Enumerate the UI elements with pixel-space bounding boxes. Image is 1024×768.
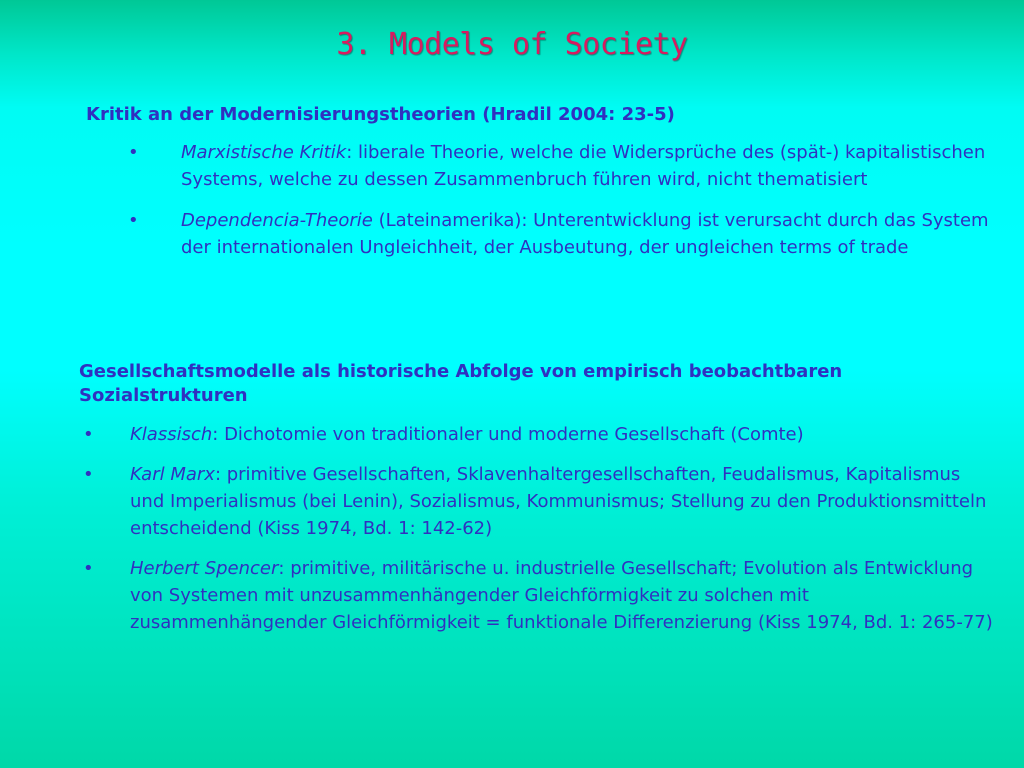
list-item bbox=[86, 139, 1006, 193]
item-text: : primitive Gesellschaften, Sklavenhaltergesellschaften, Feudalismus, Kapitalismus und Imperialismus (bei Lenin), Sozialismus, Kommunismus; Stellung zu den Produktionsmitteln entscheidend (Kiss 1974, Bd. 1: 142-62) bbox=[130, 464, 987, 539]
section-critique-heading: Kritik an der Modernisierungstheorien (Hradil 2004: 23-5) bbox=[86, 104, 675, 125]
item-text: : liberale Theorie, welche die Widersprüche des (spät-) kapitalistischen Systems, welche zu dessen Zusammenbruch führen wird, nicht thematisiert bbox=[181, 142, 986, 190]
list-item bbox=[79, 461, 999, 542]
bullet: • bbox=[128, 142, 139, 163]
item-text: : Dichotomie von traditionaler und moderne Gesellschaft (Comte) bbox=[212, 424, 804, 445]
section-models bbox=[79, 360, 999, 636]
item-text: : primitive, militärische u. industrielle Gesellschaft; Evolution als Entwicklung von Systemen mit unzusammenhängender Gleichförmigkeit zu solchen mit zusammenhängender Gleichförmigkeit = funktionale Differenzierung (Kiss 1974, Bd. 1: 265-77) bbox=[130, 558, 993, 633]
item-term: Klassisch bbox=[130, 424, 213, 445]
item-term: Marxistische Kritik bbox=[181, 142, 347, 163]
critique-list bbox=[86, 139, 1006, 261]
bullet: • bbox=[83, 464, 94, 485]
section-models-heading: Gesellschaftsmodelle als historische Abfolge von empirisch beobachtbaren Sozialstrukturen bbox=[79, 361, 843, 406]
section-critique bbox=[86, 103, 1006, 261]
list-item bbox=[86, 207, 1006, 261]
bullet: • bbox=[83, 424, 94, 445]
slide-title: 3. Models of Society bbox=[336, 27, 688, 62]
list-item bbox=[79, 555, 999, 636]
item-term: Herbert Spencer bbox=[130, 558, 279, 579]
item-term: Karl Marx bbox=[130, 464, 215, 485]
list-item bbox=[79, 421, 999, 448]
bullet: • bbox=[128, 210, 139, 231]
item-term: Dependencia-Theorie bbox=[181, 210, 373, 231]
models-list bbox=[79, 421, 999, 636]
bullet: • bbox=[83, 558, 94, 579]
item-text: (Lateinamerika): Unterentwicklung ist verursacht durch das System der internationalen Ungleichheit, der Ausbeutung, der ungleichen terms of trade bbox=[181, 210, 989, 258]
